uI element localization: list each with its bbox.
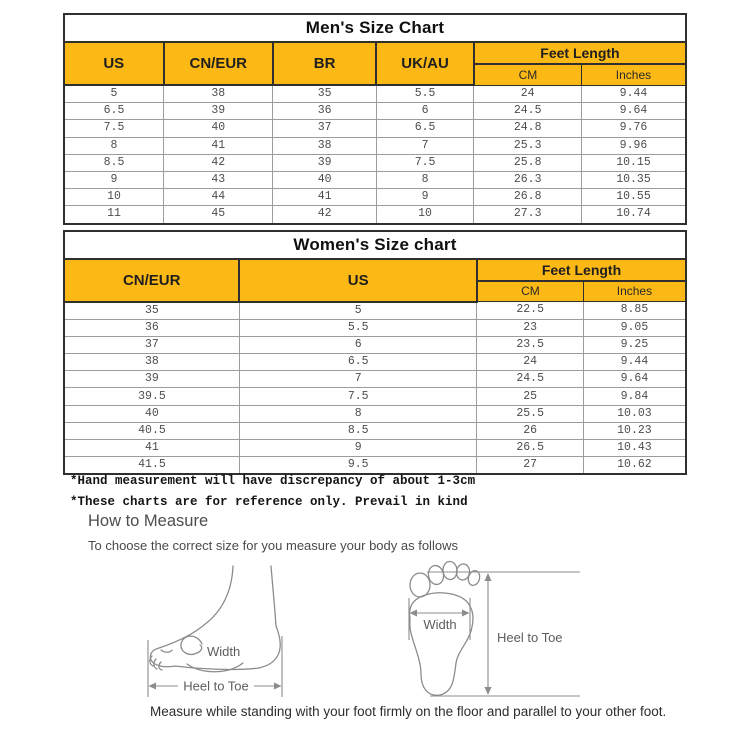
disclaimer-notes: [70, 471, 475, 512]
foot-sole-view-diagram: [400, 556, 585, 706]
table-row: [64, 319, 686, 336]
table-row: [64, 302, 686, 320]
table-cell: 8: [64, 137, 164, 154]
table-cell: 42: [164, 154, 273, 171]
table-cell: 38: [164, 85, 273, 103]
womens-size-chart-table: [63, 230, 687, 476]
table-cell: 43: [164, 171, 273, 188]
mens-col-header-feet-length: Feet Length: [474, 42, 686, 64]
womens-col-header-us: US: [239, 259, 477, 302]
table-row: [64, 171, 686, 188]
womens-col-header-inches: Inches: [583, 281, 686, 302]
table-cell: 9.05: [583, 319, 686, 336]
table-cell: 39.5: [64, 388, 239, 405]
table-row: [64, 388, 686, 405]
table-cell: 38: [64, 354, 239, 371]
table-row: [64, 120, 686, 137]
table-cell: 24.5: [477, 371, 583, 388]
mens-chart-body: [64, 85, 686, 224]
table-cell: 25.3: [474, 137, 582, 154]
table-cell: 5: [239, 302, 477, 320]
table-cell: 39: [164, 103, 273, 120]
table-cell: 10.15: [581, 154, 686, 171]
table-cell: 9: [376, 189, 474, 206]
table-cell: 10.35: [581, 171, 686, 188]
table-cell: 36: [273, 103, 376, 120]
table-cell: 39: [273, 154, 376, 171]
table-row: [64, 440, 686, 457]
table-cell: 22.5: [477, 302, 583, 320]
table-cell: 24: [474, 85, 582, 103]
table-cell: 8: [376, 171, 474, 188]
table-cell: 5.5: [376, 85, 474, 103]
table-cell: 6: [376, 103, 474, 120]
table-row: [64, 189, 686, 206]
table-cell: 26: [477, 422, 583, 439]
womens-chart-title: Women's Size chart: [64, 231, 686, 259]
mens-col-header-cneur: CN/EUR: [164, 42, 273, 85]
mens-col-header-us: US: [64, 42, 164, 85]
table-row: [64, 422, 686, 439]
foot-side-view-diagram: [145, 556, 287, 704]
table-cell: 41.5: [64, 457, 239, 475]
womens-col-header-cm: CM: [477, 281, 583, 302]
table-cell: 27: [477, 457, 583, 475]
table-cell: 9.44: [583, 354, 686, 371]
table-row: [64, 154, 686, 171]
mens-col-header-ukau: UK/AU: [376, 42, 474, 85]
table-cell: 10: [376, 206, 474, 224]
table-cell: 40: [273, 171, 376, 188]
table-cell: 37: [273, 120, 376, 137]
table-cell: 10.23: [583, 422, 686, 439]
table-row: [64, 85, 686, 103]
table-cell: 39: [64, 371, 239, 388]
womens-col-header-feet-length: Feet Length: [477, 259, 686, 281]
table-cell: 5.5: [239, 319, 477, 336]
table-cell: 25.5: [477, 405, 583, 422]
table-cell: 7: [376, 137, 474, 154]
mens-chart-title: Men's Size Chart: [64, 14, 686, 42]
table-cell: 10.03: [583, 405, 686, 422]
table-cell: 26.3: [474, 171, 582, 188]
table-cell: 10.74: [581, 206, 686, 224]
table-cell: 25.8: [474, 154, 582, 171]
table-row: [64, 137, 686, 154]
table-cell: 40.5: [64, 422, 239, 439]
table-cell: 6: [239, 336, 477, 353]
how-to-measure-subtitle: To choose the correct size for you measure your body as follows: [88, 538, 458, 553]
sole-view-width-label: Width: [423, 617, 457, 632]
table-cell: 41: [64, 440, 239, 457]
note-reference-only: *These charts are for reference only. Prevail in kind: [70, 494, 468, 509]
table-cell: 10.62: [583, 457, 686, 475]
how-to-measure-heading: How to Measure: [88, 512, 209, 530]
table-cell: 10: [64, 189, 164, 206]
table-row: [64, 405, 686, 422]
sole-view-heel-to-toe-label: Heel to Toe: [497, 630, 563, 645]
side-view-heel-to-toe-label: Heel to Toe: [183, 678, 249, 694]
table-cell: 26.8: [474, 189, 582, 206]
table-row: [64, 103, 686, 120]
table-cell: 23: [477, 319, 583, 336]
table-cell: 6.5: [239, 354, 477, 371]
table-cell: 8.85: [583, 302, 686, 320]
size-charts-section: [63, 13, 687, 475]
womens-chart-body: [64, 302, 686, 475]
table-cell: 10.43: [583, 440, 686, 457]
table-cell: 23.5: [477, 336, 583, 353]
table-cell: 41: [164, 137, 273, 154]
table-cell: 35: [273, 85, 376, 103]
table-row: [64, 206, 686, 224]
table-cell: 7.5: [239, 388, 477, 405]
table-cell: 9: [239, 440, 477, 457]
foot-sole-view-sketch-icon: [400, 556, 585, 706]
table-cell: 6.5: [64, 103, 164, 120]
womens-col-header-cneur: CN/EUR: [64, 259, 239, 302]
measure-instruction-footer: Measure while standing with your foot firmly on the floor and parallel to your other foot.: [150, 704, 667, 719]
table-cell: 9.64: [581, 103, 686, 120]
table-cell: 7.5: [64, 120, 164, 137]
table-cell: 35: [64, 302, 239, 320]
table-cell: 40: [64, 405, 239, 422]
table-cell: 10.55: [581, 189, 686, 206]
note-hand-measurement: *Hand measurement will have discrepancy of about 1-3cm: [70, 474, 476, 488]
table-cell: 44: [164, 189, 273, 206]
foot-side-view-sketch-icon: [145, 556, 287, 704]
table-cell: 7: [239, 371, 477, 388]
table-cell: 6.5: [376, 120, 474, 137]
table-cell: 9.25: [583, 336, 686, 353]
table-cell: 26.5: [477, 440, 583, 457]
table-row: [64, 371, 686, 388]
table-cell: 7.5: [376, 154, 474, 171]
side-view-width-label: Width: [207, 644, 241, 659]
table-cell: 8: [239, 405, 477, 422]
mens-col-header-inches: Inches: [581, 64, 686, 85]
table-cell: 45: [164, 206, 273, 224]
table-cell: 8.5: [239, 422, 477, 439]
table-cell: 5: [64, 85, 164, 103]
table-cell: 40: [164, 120, 273, 137]
table-cell: 9.64: [583, 371, 686, 388]
table-row: [64, 354, 686, 371]
table-cell: 24: [477, 354, 583, 371]
table-cell: 24.5: [474, 103, 582, 120]
table-cell: 11: [64, 206, 164, 224]
table-row: [64, 336, 686, 353]
table-cell: 9.5: [239, 457, 477, 475]
table-cell: 9: [64, 171, 164, 188]
table-cell: 27.3: [474, 206, 582, 224]
table-cell: 9.84: [583, 388, 686, 405]
table-cell: 25: [477, 388, 583, 405]
table-cell: 9.96: [581, 137, 686, 154]
table-cell: 37: [64, 336, 239, 353]
table-cell: 38: [273, 137, 376, 154]
table-cell: 36: [64, 319, 239, 336]
mens-size-chart-table: [63, 13, 687, 225]
table-cell: 24.8: [474, 120, 582, 137]
mens-col-header-br: BR: [273, 42, 376, 85]
table-cell: 8.5: [64, 154, 164, 171]
table-cell: 41: [273, 189, 376, 206]
mens-col-header-cm: CM: [474, 64, 582, 85]
table-cell: 42: [273, 206, 376, 224]
table-cell: 9.44: [581, 85, 686, 103]
table-cell: 9.76: [581, 120, 686, 137]
